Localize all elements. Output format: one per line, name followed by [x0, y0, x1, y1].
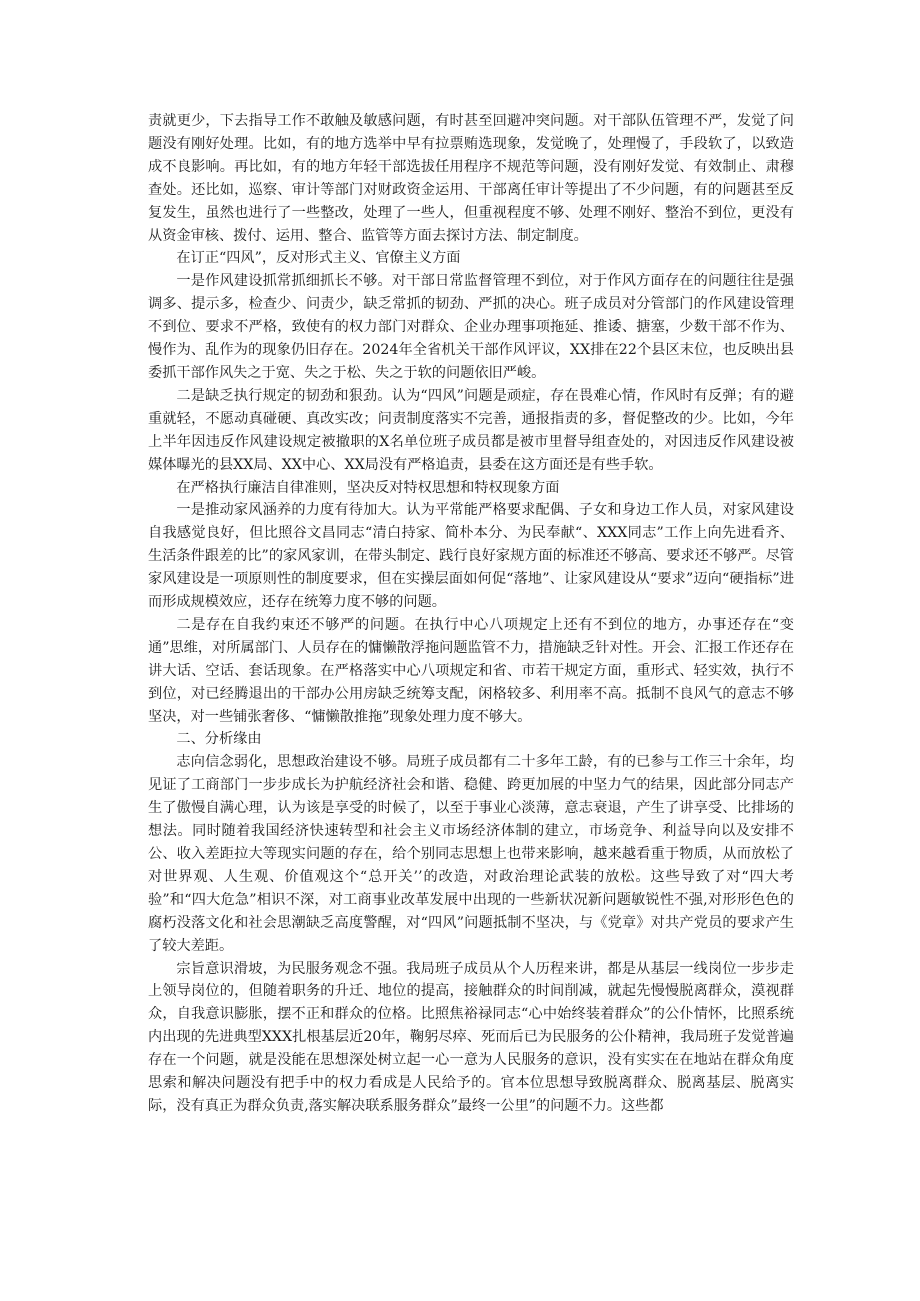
paragraph-continuation: 责就更少，下去指导工作不敢触及敏感问题，有时甚至回避冲突问题。对干部队伍管理不严，发觉了问题没有刚好处理。比如，有的地方选举中早有拉票贿选现象，发觉晚了，处理慢了，手段软了，以致造成不良影响。再比如，有的地方年轻干部选拔任用程序不规范等问题，没有刚好发觉、有效制止、肃穆查处。还比如，巡察、审计等部门对财政资金运用、干部离任审计等提出了不少问题，有的问题甚至反复发生，虽然也进行了一些整改，处理了一些人，但重视程度不够、处理不刚好、整治不到位，更没有从资金审核、拨付、运用、整合、监管等方面去探讨方法、制定制度。 [148, 113, 794, 244]
section-heading-four-winds: 在订正“四风”，反对形式主义、官僚主义方面 [176, 250, 461, 267]
paragraph-ideals-weakened: 志向信念弱化，思想政治建设不够。局班子成员都有二十多年工龄，有的已参与工作三十余年，均见证了工商部门一步步成长为护航经济社会和谐、稳健、跨更加展的中坚力气的结果，因此部分同志产生了傲慢自满心理，认为该是享受的时候了，以至于事业心淡薄，意志衰退，产生了讲享受、比排场的想法。同时随着我国经济快速转型和社会主义市场经济体制的建立，市场竞争、利益导向以及安排不公、收入差距拉大等现实问题的存在，给个别同志思想上也带来影响，越来越看重于物质，从而放松了对世界观、人生观、价值观这个“总开关’’的改造，对政治理论武装的放松。这些导致了对“四大考验”和“四大危急”相识不深，对工商事业改革发展中出现的一些新状况新问题敏锐性不强,对形形色色的腐朽没落文化和社会思潮缺乏高度警醒，对“四风”问题抵制不坚决，与《党章》对共产党员的要求产生了较大差距。 [148, 754, 794, 954]
document-body [148, 110, 794, 1118]
paragraph-style-construction: 一是作风建设抓常抓细抓长不够。对干部日常监督管理不到位，对于作风方面存在的问题往往是强调多、提示多，检查少、问责少，缺乏常抓的韧劲、严抓的决心。班子成员对分管部门的作风建设管理不到位、要求不严格，致使有的权力部门对群众、企业办理事项拖延、推诿、搪塞，少数干部不作为、慢作为、乱作为的现象仍旧存在。2024年全省机关干部作风评议，XX排在22个县区末位，也反映出县委抓干部作风失之于宽、失之于松、失之于软的问题依旧严峻。 [148, 273, 794, 381]
paragraph-execution-tenacity: 二是缺乏执行规定的韧劲和狠劲。认为“四风”问题是顽症，存在畏难心情，作风时有反弹；有的避重就轻，不愿动真碰硬、真改实改；问责制度落实不完善，通报指责的多，督促整改的少。比如，今年上半年因违反作风建设规定被撤职的X名单位班子成员都是被市里督导组查处的，对因违反作风建设被媒体曝光的县XX局、XX中心、XX局没有严格追责，县委在这方面还是有些手软。 [148, 387, 794, 473]
section-heading-integrity: 在严格执行廉洁自律准则，坚决反对特权思想和特权现象方面 [176, 479, 560, 496]
paragraph-family-tradition: 一是推动家风涵养的力度有待加大。认为平常能严格要求配偶、子女和身边工作人员，对家风建设自我感觉良好，但比照谷文昌同志“清白持家、简朴本分、为民奉献“、XXX同志”工作上向先进看齐、生活条件跟差的比”的家风家训，在带头制定、践行良好家规方面的标准还不够高、要求还不够严。尽管家风建设是一项原则性的制度要求，但在实操层面如何促“落地”、让家风建设从“要求”迈向“硬指标”进而形成规模效应，还存在统筹力度不够的问题。 [148, 502, 794, 611]
paragraph-self-restraint: 二是存在自我约束还不够严的问题。在执行中心八项规定上还有不到位的地方，办事还存在“变通”思维，对所属部门、人员存在的慵懒散浮拖问题监管不力，措施缺乏针对性。开会、汇报工作还存在讲大话、空话、套话现象。在严格落实中心八项规定和省、市若干规定方面，重形式、轻实效，执行不到位，对已经腾退出的干部办公用房缺乏统筹支配，闲格较多、利用率不高。抵制不良风气的意志不够坚决，对一些铺张奢侈、“慵懒散推拖”现象处理力度不够大。 [148, 616, 794, 725]
section-heading-analysis: 二、分析缘由 [176, 731, 262, 748]
paragraph-purpose-decline: 宗旨意识滑坡，为民服务观念不强。我局班子成员从个人历程来讲，都是从基层一线岗位一步步走上领导岗位的，但随着职务的升迁、地位的提高，接触群众的时间削减，就起先慢慢脱离群众，漠视群众，自我意识膨胀，摆不正和群众的位格。比照焦裕禄同志“心中始终装着群众”的公仆情怀，比照系统内出现的先进典型XXX扎根基层近20年，鞠躬尽瘁、死而后已为民服务的公仆精神，我局班子发觉普遍存在一个问题，就是没能在思想深处树立起一心一意为人民服务的意识，没有实实在在地站在群众角度思索和解决问题没有把手中的权力看成是人民给予的。官本位思想导致脱离群众、脱离基层、脱离实际，没有真正为群众负责,落实解决联系服务群众”最终一公里”的问题不力。这些都 [148, 960, 794, 1114]
